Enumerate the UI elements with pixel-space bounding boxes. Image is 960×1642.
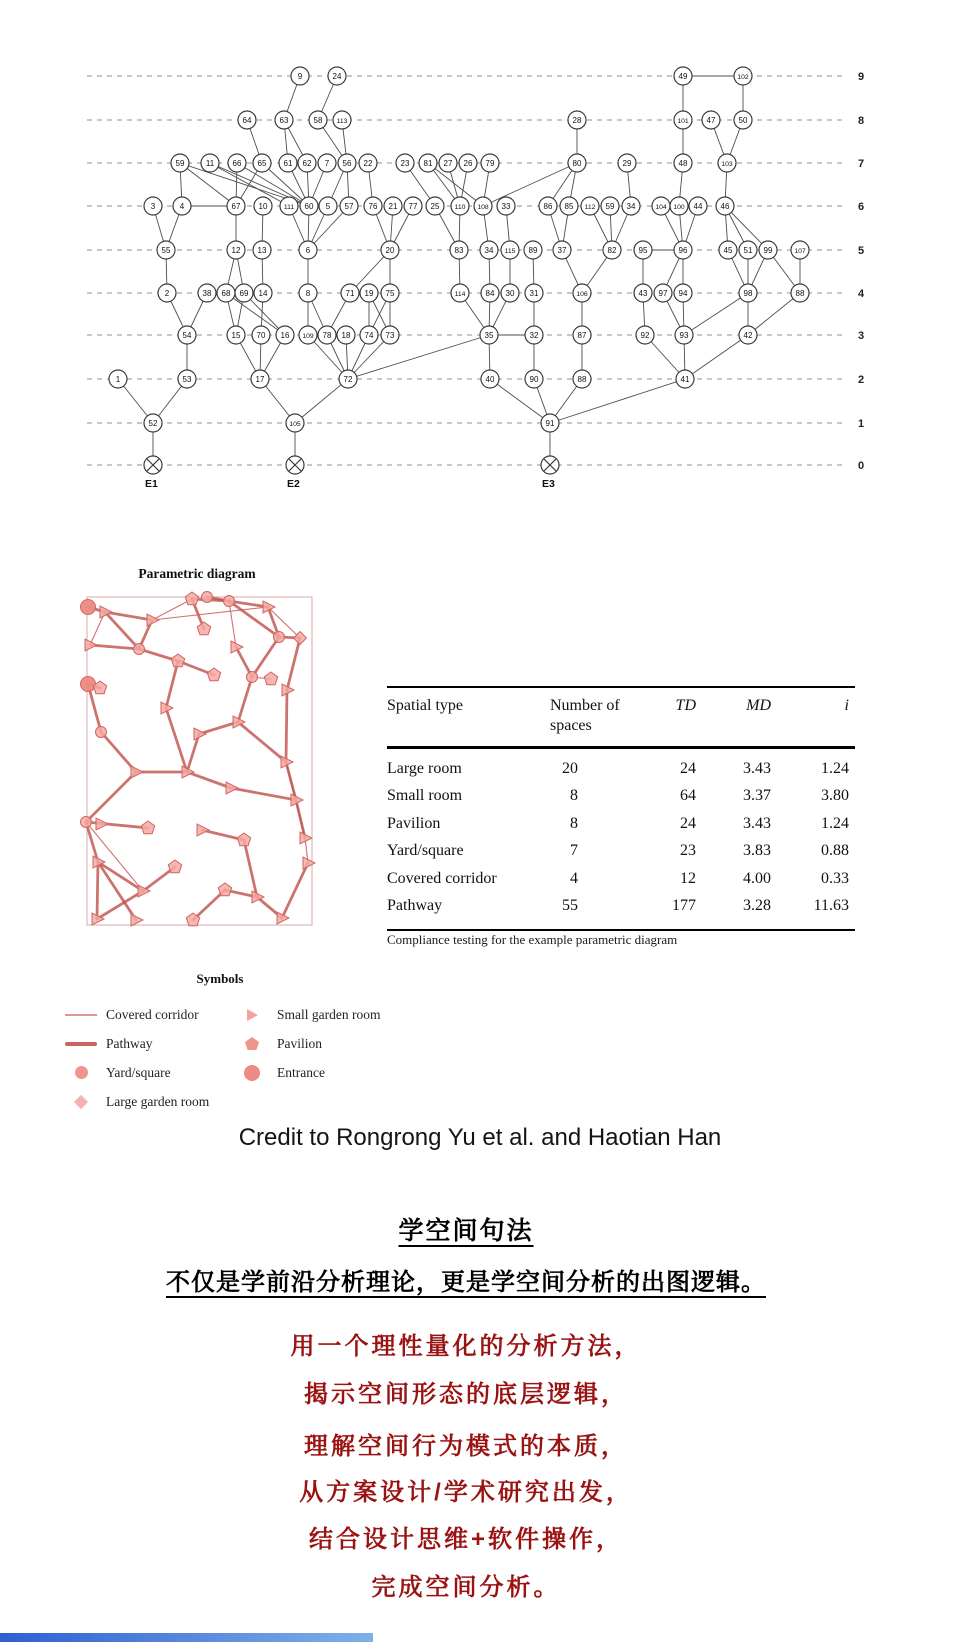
legend-item bbox=[233, 1000, 380, 1029]
legend-item bbox=[62, 1000, 209, 1029]
graph-node-label: 101 bbox=[677, 117, 689, 125]
legend-label: Yard/square bbox=[106, 1064, 171, 1080]
legend-item bbox=[62, 1029, 209, 1058]
cell-value: 4 bbox=[570, 869, 578, 887]
pathway-line bbox=[86, 772, 136, 822]
graph-node-label: 104 bbox=[655, 203, 667, 211]
level-label: 7 bbox=[858, 158, 865, 170]
graph-node-label: 27 bbox=[443, 158, 453, 168]
small-garden-room-node bbox=[147, 614, 159, 626]
cell-value: 3.43 bbox=[743, 814, 771, 832]
pathway-line bbox=[252, 637, 279, 677]
small-garden-room-node bbox=[303, 857, 315, 869]
pathway-line bbox=[98, 862, 143, 891]
graph-node-label: 91 bbox=[545, 418, 555, 428]
row-label: Small room bbox=[387, 787, 463, 805]
cell-value: 24 bbox=[680, 814, 696, 832]
graph-node-label: 28 bbox=[572, 115, 582, 125]
graph-node-label: 19 bbox=[364, 288, 374, 298]
yard-square-node bbox=[274, 632, 285, 643]
graph-node-label: 25 bbox=[430, 201, 440, 211]
graph-node-label: 56 bbox=[342, 158, 352, 168]
graph-node-label: 57 bbox=[344, 201, 354, 211]
cell-value: 55 bbox=[562, 897, 578, 915]
graph-node-label: 16 bbox=[280, 330, 290, 340]
table-caption: Compliance testing for the example parametric diagram bbox=[387, 932, 678, 947]
graph-node-label: 13 bbox=[257, 245, 267, 255]
graph-node-label: 95 bbox=[638, 245, 648, 255]
promo-line: 用一个理性量化的分析方法， bbox=[290, 1333, 642, 1360]
cell-value: 1.24 bbox=[821, 814, 849, 832]
pavilion-node bbox=[171, 654, 184, 667]
graph-node-label: 4 bbox=[179, 201, 185, 211]
graph-node-label: 62 bbox=[302, 158, 312, 168]
pavilion-node bbox=[218, 883, 231, 896]
cell-value: 20 bbox=[562, 759, 578, 777]
graph-node-label: 3 bbox=[150, 201, 156, 211]
graph-node-label: 8 bbox=[305, 288, 311, 298]
small-garden-room-node bbox=[96, 818, 108, 830]
covered-corridor-line bbox=[152, 599, 192, 620]
cell-value: 0.33 bbox=[821, 869, 849, 887]
row-label: Large room bbox=[387, 759, 462, 777]
level-label: 0 bbox=[858, 460, 865, 472]
graph-node-label: 107 bbox=[794, 247, 806, 255]
symbols-title: Symbols bbox=[196, 971, 244, 986]
graph-node-label: 109 bbox=[302, 332, 314, 340]
graph-edge bbox=[684, 293, 748, 335]
graph-node-label: 83 bbox=[454, 245, 464, 255]
legend-item bbox=[62, 1087, 209, 1116]
legend-label: Covered corridor bbox=[106, 1006, 199, 1022]
cell-value: 3.83 bbox=[743, 842, 771, 860]
yard-square-node bbox=[134, 644, 145, 655]
small-garden-room-node bbox=[197, 824, 209, 836]
graph-node-label: 15 bbox=[231, 330, 241, 340]
promo-line: 揭示空间形态的底层逻辑， bbox=[304, 1381, 628, 1408]
graph-node-label: 52 bbox=[148, 418, 158, 428]
graph-node-label: 35 bbox=[484, 330, 494, 340]
graph-node-label: 84 bbox=[485, 288, 495, 298]
row-label: Yard/square bbox=[387, 842, 464, 860]
table-row bbox=[387, 783, 855, 811]
legend-column-left bbox=[62, 1000, 209, 1116]
graph-node-label: 47 bbox=[706, 115, 716, 125]
cell-value: 3.43 bbox=[743, 759, 771, 777]
pathway-line bbox=[98, 862, 136, 920]
small-garden-room-node bbox=[194, 728, 206, 740]
yard-square-node bbox=[81, 817, 92, 828]
cell-value: 12 bbox=[680, 869, 696, 887]
column-header: i bbox=[844, 697, 849, 714]
graph-node-label: 55 bbox=[161, 245, 171, 255]
promo-title: 学空间句法 bbox=[398, 1217, 534, 1245]
graph-node-label: 96 bbox=[678, 245, 688, 255]
yard-square-node bbox=[96, 727, 107, 738]
graph-node-label: 46 bbox=[720, 201, 730, 211]
bottom-blue-bar bbox=[0, 1633, 373, 1642]
graph-node-label: 68 bbox=[221, 288, 231, 298]
graph-node-label: 73 bbox=[385, 330, 395, 340]
graph-node-label: 100 bbox=[673, 203, 685, 211]
graph-edge bbox=[685, 335, 748, 379]
promo-line: 理解空间行为模式的本质， bbox=[304, 1433, 628, 1460]
level-label: 5 bbox=[858, 245, 865, 257]
pathway-line bbox=[286, 690, 287, 762]
graph-node-label: 34 bbox=[626, 201, 636, 211]
graph-edge bbox=[295, 379, 348, 423]
legend-label: Pathway bbox=[106, 1035, 153, 1051]
entrance-label: E1 bbox=[145, 478, 158, 490]
graph-node-label: 77 bbox=[408, 201, 418, 211]
pathway-line bbox=[86, 822, 148, 828]
column-header: MD bbox=[746, 697, 771, 714]
graph-node-label: 86 bbox=[543, 201, 553, 211]
graph-node-label: 1 bbox=[115, 374, 121, 384]
level-label: 3 bbox=[858, 330, 865, 342]
row-label: Pathway bbox=[387, 897, 443, 915]
cell-value: 3.37 bbox=[743, 787, 771, 805]
pathway-line bbox=[166, 661, 178, 708]
graph-node-label: 90 bbox=[529, 374, 539, 384]
compliance-table bbox=[387, 686, 855, 931]
graph-node-label: 78 bbox=[322, 330, 332, 340]
graph-node-label: 18 bbox=[341, 330, 351, 340]
legend-column-right bbox=[233, 1000, 380, 1087]
level-label: 4 bbox=[858, 288, 865, 300]
graph-node-label: 41 bbox=[680, 374, 690, 384]
graph-node-label: 82 bbox=[607, 245, 617, 255]
column-header: TD bbox=[675, 697, 696, 714]
pavilion-node bbox=[185, 592, 198, 605]
pathway-line bbox=[238, 722, 286, 762]
graph-node-label: 24 bbox=[332, 71, 342, 81]
graph-node-label: 111 bbox=[283, 203, 295, 211]
graph-node-label: 72 bbox=[343, 374, 353, 384]
row-label: Covered corridor bbox=[387, 869, 497, 887]
small-garden-room-node bbox=[131, 766, 143, 778]
diamond-icon bbox=[74, 1094, 88, 1108]
pathway-line bbox=[166, 708, 187, 772]
cell-value: 0.88 bbox=[821, 842, 849, 860]
graph-node-label: 112 bbox=[584, 203, 596, 211]
graph-node-label: 38 bbox=[202, 288, 212, 298]
graph-node-label: 17 bbox=[255, 374, 265, 384]
graph-node-label: 7 bbox=[324, 158, 330, 168]
cell-value: 4.00 bbox=[743, 869, 771, 887]
graph-node-label: 5 bbox=[325, 201, 331, 211]
small-garden-room-node bbox=[226, 782, 238, 794]
graph-node-label: 61 bbox=[283, 158, 293, 168]
graph-node-label: 105 bbox=[289, 420, 301, 428]
table-row bbox=[387, 838, 855, 866]
covered-corridor-line bbox=[229, 601, 236, 647]
graph-node-label: 34 bbox=[484, 245, 494, 255]
graph-node-label: 33 bbox=[501, 201, 511, 211]
graph-node-label: 75 bbox=[385, 288, 395, 298]
graph-node-label: 37 bbox=[557, 245, 567, 255]
row-label: Pavilion bbox=[387, 814, 441, 832]
pathway-line bbox=[199, 722, 238, 734]
pentagon-icon bbox=[245, 1037, 259, 1050]
column-header: Spatial type bbox=[387, 697, 463, 714]
graph-node-label: 49 bbox=[678, 71, 688, 81]
entrance-label: E3 bbox=[542, 478, 555, 490]
level-label: 1 bbox=[858, 418, 865, 430]
graph-node-label: 59 bbox=[175, 158, 185, 168]
graph-node-label: 6 bbox=[305, 245, 311, 255]
parametric-diagram-title: Parametric diagram bbox=[138, 566, 256, 581]
small-garden-room-node bbox=[85, 639, 97, 651]
graph-node-label: 103 bbox=[721, 160, 733, 168]
graph-node-label: 69 bbox=[239, 288, 249, 298]
pathway-line bbox=[244, 840, 257, 897]
graph-node-label: 98 bbox=[743, 288, 753, 298]
graph-node-label: 32 bbox=[529, 330, 539, 340]
legend-label: Large garden room bbox=[106, 1093, 210, 1109]
graph-node-label: 70 bbox=[256, 330, 266, 340]
pathway-line bbox=[282, 863, 308, 918]
legend-item bbox=[233, 1058, 380, 1087]
graph-node-label: 88 bbox=[795, 288, 805, 298]
graph-node-label: 21 bbox=[388, 201, 398, 211]
pathway-line bbox=[187, 734, 199, 772]
graph-node-label: 58 bbox=[313, 115, 323, 125]
pathway-line bbox=[287, 638, 300, 690]
graph-node-label: 71 bbox=[345, 288, 355, 298]
level-label: 9 bbox=[858, 71, 865, 83]
graph-node-label: 89 bbox=[528, 245, 538, 255]
graph-node-label: 110 bbox=[454, 203, 466, 211]
cell-value: 8 bbox=[570, 787, 578, 805]
graph-node-label: 64 bbox=[242, 115, 252, 125]
graph-node-label: 80 bbox=[572, 158, 582, 168]
pavilion-node bbox=[197, 622, 210, 635]
pavilion-node bbox=[168, 860, 181, 873]
graph-node-label: 59 bbox=[605, 201, 615, 211]
graph-node-label: 14 bbox=[258, 288, 268, 298]
graph-edge bbox=[490, 379, 550, 423]
triangle-icon bbox=[247, 1009, 258, 1021]
table-row bbox=[387, 755, 855, 783]
pathway-line bbox=[238, 677, 252, 722]
legend-label: Entrance bbox=[277, 1064, 325, 1080]
legend-label: Pavilion bbox=[277, 1035, 323, 1051]
yard-square-node bbox=[224, 596, 235, 607]
graph-node-label: 106 bbox=[576, 290, 588, 298]
pavilion-node bbox=[237, 833, 250, 846]
graph-node-label: 102 bbox=[737, 73, 749, 81]
small-garden-room-node bbox=[131, 914, 143, 926]
graph-node-label: 20 bbox=[385, 245, 395, 255]
cell-value: 1.24 bbox=[821, 759, 849, 777]
graph-node-label: 85 bbox=[564, 201, 574, 211]
circle-large-icon bbox=[244, 1065, 260, 1081]
column-header: Number of spaces bbox=[550, 697, 620, 734]
thick-line-icon bbox=[65, 1042, 97, 1046]
legend-item bbox=[233, 1029, 380, 1058]
cell-value: 3.28 bbox=[743, 897, 771, 915]
graph-node-label: 51 bbox=[743, 245, 753, 255]
promo-subtitle: 不仅是学前沿分析理论，更是学空间分析的出图逻辑。 bbox=[166, 1269, 766, 1296]
level-label: 2 bbox=[858, 374, 865, 386]
yard-square-node bbox=[202, 592, 213, 603]
graph-node-label: 12 bbox=[231, 245, 241, 255]
graph-edge bbox=[748, 293, 800, 335]
graph-edge bbox=[550, 379, 685, 423]
pavilion-node bbox=[264, 672, 277, 685]
promo-line: 完成空间分析。 bbox=[371, 1574, 561, 1601]
credit-line: Credit to Rongrong Yu et al. and Haotian Han bbox=[238, 1124, 722, 1151]
graph-node-label: 31 bbox=[529, 288, 539, 298]
graph-node-label: 81 bbox=[423, 158, 433, 168]
pathway-line bbox=[90, 645, 139, 649]
entrance-label: E2 bbox=[287, 478, 300, 490]
graph-node-label: 50 bbox=[738, 115, 748, 125]
thin-line-icon bbox=[65, 1014, 97, 1016]
graph-node-label: 66 bbox=[232, 158, 242, 168]
graph-node-label: 79 bbox=[485, 158, 495, 168]
graph-node-label: 114 bbox=[454, 290, 466, 298]
graph-node-label: 60 bbox=[304, 201, 314, 211]
graph-node-label: 23 bbox=[400, 158, 410, 168]
graph-node-label: 93 bbox=[679, 330, 689, 340]
table-row bbox=[387, 893, 855, 921]
graph-node-label: 113 bbox=[336, 117, 348, 125]
graph-node-label: 53 bbox=[182, 374, 192, 384]
level-label: 6 bbox=[858, 201, 865, 213]
graph-node-label: 26 bbox=[463, 158, 473, 168]
graph-node-label: 88 bbox=[577, 374, 587, 384]
graph-node-label: 65 bbox=[257, 158, 267, 168]
cell-value: 7 bbox=[570, 842, 578, 860]
graph-node-label: 108 bbox=[477, 203, 489, 211]
cell-value: 11.63 bbox=[813, 897, 849, 915]
level-label: 8 bbox=[858, 115, 865, 127]
promo-line: 结合设计思维+软件操作， bbox=[308, 1526, 623, 1553]
justified-graph bbox=[0, 0, 960, 510]
graph-node-label: 30 bbox=[505, 288, 515, 298]
graph-node-label: 10 bbox=[258, 201, 268, 211]
pavilion-node bbox=[207, 668, 220, 681]
legend-label: Small garden room bbox=[277, 1006, 381, 1022]
graph-node-label: 115 bbox=[504, 247, 516, 255]
graph-node-label: 87 bbox=[577, 330, 587, 340]
cell-value: 64 bbox=[680, 787, 696, 805]
entrance-node bbox=[81, 600, 96, 615]
graph-node-label: 40 bbox=[485, 374, 495, 384]
table-header-row bbox=[387, 688, 855, 749]
pathway-line bbox=[187, 772, 231, 788]
graph-node-label: 2 bbox=[164, 288, 170, 298]
graph-node-label: 67 bbox=[231, 201, 241, 211]
graph-node-label: 54 bbox=[182, 330, 192, 340]
graph-node-label: 29 bbox=[622, 158, 632, 168]
parametric-diagram bbox=[55, 560, 345, 960]
cell-value: 8 bbox=[570, 814, 578, 832]
cell-value: 23 bbox=[680, 842, 696, 860]
graph-node-label: 43 bbox=[638, 288, 648, 298]
graph-node-label: 99 bbox=[763, 245, 773, 255]
graph-node-label: 45 bbox=[723, 245, 733, 255]
graph-node-label: 94 bbox=[678, 288, 688, 298]
table-row bbox=[387, 810, 855, 838]
pavilion-node bbox=[141, 821, 154, 834]
legend-item bbox=[62, 1058, 209, 1087]
entrance-node bbox=[81, 677, 96, 692]
graph-node-label: 44 bbox=[693, 201, 703, 211]
promo-line: 从方案设计/学术研究出发， bbox=[299, 1479, 633, 1506]
graph-node-label: 42 bbox=[743, 330, 753, 340]
graph-node-label: 92 bbox=[640, 330, 650, 340]
graph-node-label: 63 bbox=[279, 115, 289, 125]
graph-node-label: 9 bbox=[297, 71, 303, 81]
graph-node-label: 11 bbox=[205, 158, 215, 168]
cell-value: 24 bbox=[680, 759, 696, 777]
circle-icon bbox=[75, 1066, 88, 1079]
pathway-line bbox=[231, 788, 296, 800]
graph-node-label: 22 bbox=[363, 158, 373, 168]
graph-node-label: 48 bbox=[678, 158, 688, 168]
cell-value: 177 bbox=[672, 897, 696, 915]
table-row bbox=[387, 865, 855, 893]
yard-square-node bbox=[247, 672, 258, 683]
cell-value: 3.80 bbox=[821, 787, 849, 805]
graph-node-label: 74 bbox=[364, 330, 374, 340]
graph-node-label: 97 bbox=[658, 288, 668, 298]
graph-node-label: 76 bbox=[368, 201, 378, 211]
pathway-line bbox=[97, 862, 98, 919]
